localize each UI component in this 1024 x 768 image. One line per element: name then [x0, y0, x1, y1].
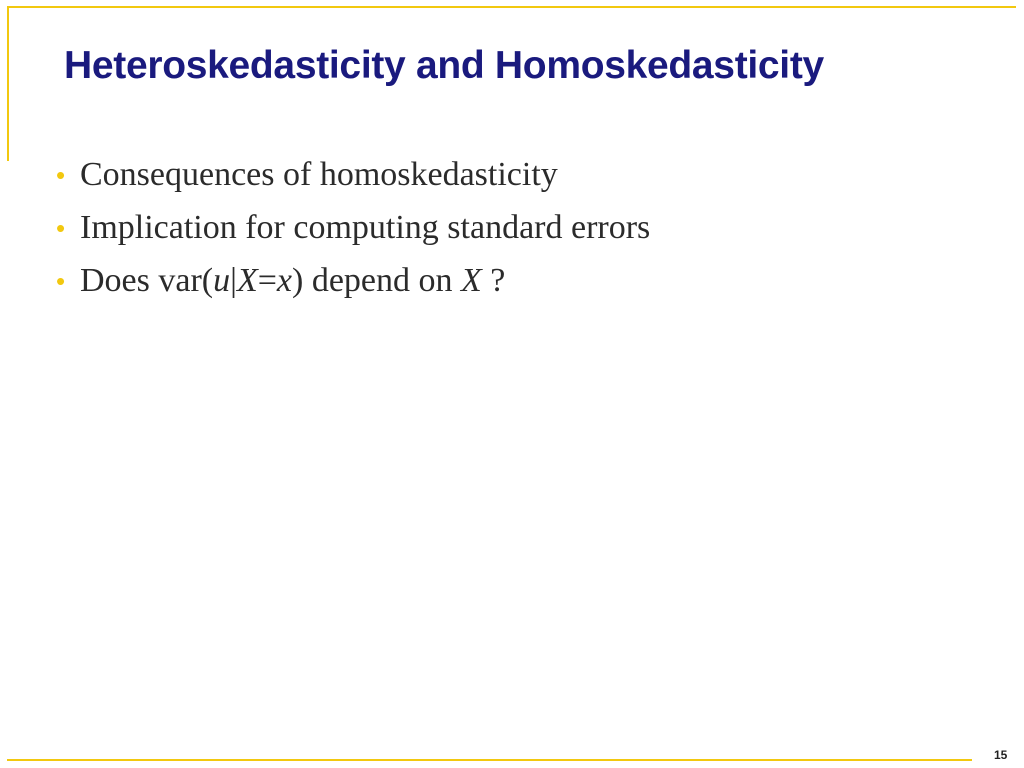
page-number: 15: [994, 748, 1008, 762]
bullet-dot-icon: •: [56, 266, 66, 296]
left-rule: [7, 6, 9, 161]
bullet-dot-icon: •: [56, 160, 66, 190]
bottom-rule: [7, 759, 972, 761]
math-variable-x: x: [276, 262, 292, 299]
bullet-text: Implication for computing standard errors: [80, 209, 651, 246]
bullet-text-part: ) depend on: [292, 262, 462, 299]
bullet-text-part: Does var(: [80, 262, 214, 299]
slide-title: Heteroskedasticity and Homoskedasticity: [64, 44, 824, 87]
bullet-item-implication: [56, 205, 650, 258]
bullet-item-consequences: [56, 152, 650, 205]
bullet-dot-icon: •: [56, 213, 66, 243]
top-rule: [7, 6, 1016, 8]
math-variable-u: u: [213, 262, 231, 299]
bullet-list: [56, 152, 650, 311]
bullet-text-part: ?: [481, 262, 506, 299]
math-variable-X: X: [461, 262, 482, 299]
bullet-text: Consequences of homoskedasticity: [80, 156, 558, 193]
math-equals: =: [257, 262, 277, 299]
math-variable-X: X: [236, 262, 258, 299]
math-bar: |: [230, 262, 237, 299]
bullet-item-question: [56, 258, 650, 311]
